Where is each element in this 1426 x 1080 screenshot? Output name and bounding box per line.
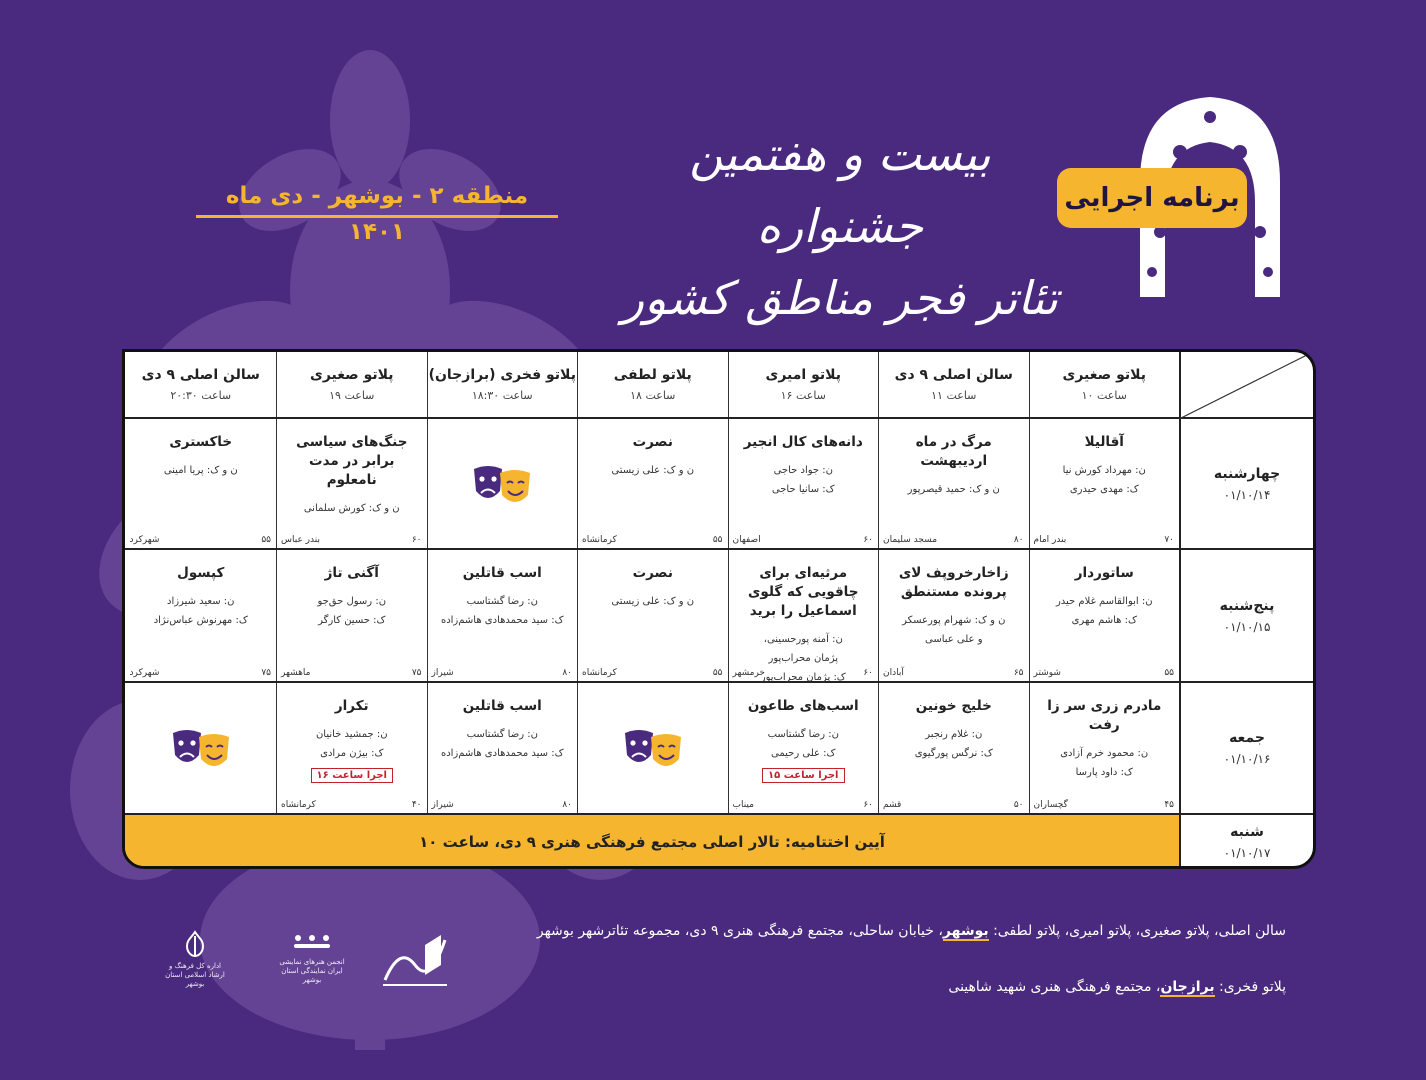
troupe-city: آبادان <box>883 668 904 678</box>
show-title: زاخارخروپف لای پرونده مستنطق <box>898 565 1009 600</box>
troupe-city: شیراز <box>431 800 454 810</box>
credits <box>317 591 386 629</box>
performance-cell <box>126 683 277 813</box>
credit-line: ن: محمود خرم آزادی <box>1060 748 1149 759</box>
venue-header <box>1029 352 1180 417</box>
troupe-city: ماهشهر <box>281 668 311 678</box>
logo-caption: اداره کل فرهنگ و ارشاد اسلامی استان بوشهر <box>165 962 225 988</box>
day-name: پنج‌شنبه <box>1219 597 1275 614</box>
venue-time: ساعت ۱۹ <box>329 389 375 402</box>
credit-line: پژمان محراب‌پور <box>768 653 839 664</box>
venue-time: ساعت ۱۱ <box>931 389 977 402</box>
credits <box>915 724 993 762</box>
address-prefix: سالن اصلی، پلاتو صغیری، پلاتو امیری، پلاتو لطفی: <box>993 923 1286 939</box>
festival-title-line2: تئاتر فجر مناطق کشور <box>621 271 1059 325</box>
credits <box>611 591 694 610</box>
performance-cell <box>427 550 578 681</box>
performance-cell <box>276 550 427 681</box>
credits <box>1060 743 1148 781</box>
duration-minutes: ۶۵ <box>1013 668 1024 678</box>
performance-time-note: اجرا ساعت ۱۶ <box>311 768 393 783</box>
venue-time: ساعت ۱۰ <box>1081 389 1127 402</box>
credits <box>441 724 564 762</box>
performance-cell <box>728 419 879 548</box>
duration-minutes: ۵۵ <box>712 535 723 545</box>
performance-cell <box>1029 419 1180 548</box>
credit-line: ک: علی رحیمی <box>771 748 836 759</box>
troupe-city: اصفهان <box>732 535 761 545</box>
credit-line: ک: مهدی حیدری <box>1069 484 1139 495</box>
festival-title-line1: بیست و هفتمین جشنواره <box>689 127 991 253</box>
credit-line: ک: داود پارسا <box>1075 767 1133 778</box>
day-label <box>1179 550 1313 681</box>
credits <box>316 724 388 762</box>
credits <box>441 591 564 629</box>
credit-line: ن و ک: علی زیستی <box>611 596 695 607</box>
performance-cell <box>276 419 427 548</box>
credit-line: ن: رضا گشتاسب <box>767 729 839 740</box>
credits <box>1056 591 1153 629</box>
credits <box>154 591 248 629</box>
closing-ceremony-row <box>125 815 1313 869</box>
address-line-borazjan <box>948 979 1286 995</box>
venue-name: پلاتو صغیری <box>1062 367 1146 383</box>
day-date: ۰۱/۱۰/۱۶ <box>1223 752 1271 766</box>
credits <box>611 460 694 479</box>
credit-line: ن: سعید شیرزاد <box>167 596 235 607</box>
program-badge: برنامه اجرایی <box>1057 168 1247 228</box>
region-subtitle: منطقه ۲ - بوشهر - دی ماه ۱۴۰۱ <box>196 178 558 218</box>
show-title: مرثیه‌ای برای چاقویی که گلوی اسماعیل را برید <box>748 565 859 619</box>
duration-minutes: ۷۵ <box>261 668 271 678</box>
venue-time: ساعت ۱۸ <box>630 389 676 402</box>
credits <box>908 479 1000 498</box>
show-title: نصرت <box>632 434 673 450</box>
duration-minutes: ۵۵ <box>712 668 723 678</box>
venue-name: پلاتو لطفی <box>613 367 692 383</box>
venue-time: ساعت ۱۸:۳۰ <box>471 389 533 402</box>
credits <box>304 498 400 517</box>
troupe-city: کرمانشاه <box>582 668 617 678</box>
troupe-city: بندر امام <box>1033 535 1067 545</box>
credit-line: ن: رسول حق‌جو <box>317 596 387 607</box>
venue-name: سالن اصلی ۹ دی <box>141 367 260 383</box>
credits <box>768 724 839 762</box>
troupe-city: کرمانشاه <box>281 800 316 810</box>
duration-minutes: ۶۰ <box>863 535 873 545</box>
troupe-city: شهرکرد <box>129 535 160 545</box>
theater-masks-icon <box>621 725 685 775</box>
address-suffix: ، مجتمع فرهنگی هنری شهید شاهینی <box>948 979 1161 995</box>
venue-header <box>878 352 1029 417</box>
venue-header-row <box>125 352 1313 419</box>
show-title: خاکستری <box>169 434 233 450</box>
credit-line: ک: هاشم مهری <box>1071 615 1137 626</box>
performance-cell <box>728 683 879 813</box>
day-name: جمعه <box>1229 730 1265 746</box>
credit-line: ن: غلام رنجبر <box>925 729 983 740</box>
venue-name: پلاتو فخری (برازجان) <box>428 367 576 383</box>
duration-minutes: ۷۵ <box>411 668 422 678</box>
address-city: بوشهر <box>942 923 989 939</box>
show-title: اسب قاتلین <box>462 565 542 581</box>
credit-line: ک: حسین کارگر <box>318 615 386 626</box>
address-prefix: پلاتو فخری: <box>1219 979 1286 995</box>
credit-line: ن: جواد حاجی <box>773 465 833 476</box>
credits <box>902 610 1005 648</box>
duration-minutes: ۸۰ <box>1013 535 1024 545</box>
troupe-city: شهرکرد <box>129 668 160 678</box>
day-row <box>125 550 1313 683</box>
credit-line: ن و ک: پریا امینی <box>163 465 238 476</box>
show-title: اسب‌های طاعون <box>747 698 859 714</box>
show-title: آگنی تاژ <box>324 565 379 581</box>
troupe-city: بندر عباس <box>281 535 320 545</box>
troupe-city: شیراز <box>431 668 454 678</box>
performance-cell <box>878 683 1029 813</box>
troupe-city: مسجد سلیمان <box>883 535 938 545</box>
performance-cell <box>577 419 728 548</box>
credit-line: ک: سید محمدهادی هاشم‌زاده <box>440 748 564 759</box>
venue-name: پلاتو صغیری <box>310 367 394 383</box>
show-title: نصرت <box>632 565 673 581</box>
credits <box>772 460 835 498</box>
duration-minutes: ۴۵ <box>1164 800 1174 810</box>
duration-minutes: ۶۰ <box>863 668 873 678</box>
performance-cell <box>1029 683 1180 813</box>
credit-line: ک: نرگس پورگیوی <box>914 748 993 759</box>
association-logo <box>272 932 352 985</box>
venue-header <box>126 352 277 417</box>
performance-cell <box>577 683 728 813</box>
theater-masks-icon <box>169 725 233 775</box>
day-row <box>125 419 1313 550</box>
performance-cell <box>126 550 277 681</box>
troupe-city: خرمشهر <box>732 668 765 678</box>
venue-header <box>427 352 578 417</box>
performance-cell <box>427 419 578 548</box>
venue-header <box>276 352 427 417</box>
show-title: اسب قاتلین <box>462 698 542 714</box>
day-label <box>1179 419 1313 548</box>
day-date: ۰۱/۱۰/۱۷ <box>1223 846 1271 860</box>
venue-time: ساعت ۱۶ <box>780 389 826 402</box>
performance-cell <box>878 550 1029 681</box>
day-name: چهارشنبه <box>1213 465 1281 482</box>
duration-minutes: ۵۵ <box>1164 668 1174 678</box>
festival-calligraphy-logo-icon <box>375 925 455 990</box>
theater-masks-icon <box>470 461 534 511</box>
performance-time-note: اجرا ساعت ۱۵ <box>762 768 844 783</box>
venue-header <box>728 352 879 417</box>
duration-minutes: ۶۰ <box>411 535 422 545</box>
venue-name: پلاتو امیری <box>765 367 842 383</box>
credit-line: ک: سید محمدهادی هاشم‌زاده <box>440 615 564 626</box>
show-title: آقالیلا <box>1084 434 1124 450</box>
festival-title <box>610 118 1070 325</box>
show-title: مرگ در ماه اردیبهشت <box>915 434 992 469</box>
credits <box>164 460 238 479</box>
day-date: ۰۱/۱۰/۱۵ <box>1223 619 1271 634</box>
address-city: برازجان <box>1160 979 1215 995</box>
performance-cell <box>1029 550 1180 681</box>
venue-name: سالن اصلی ۹ دی <box>894 367 1013 383</box>
credit-line: ن: ابوالقاسم غلام حیدر <box>1055 596 1153 607</box>
show-title: کپسول <box>177 565 225 581</box>
credit-line: ن و ک: علی زیستی <box>611 465 695 476</box>
day-label <box>1179 683 1313 813</box>
credits <box>1063 460 1146 498</box>
performance-cell <box>728 550 879 681</box>
show-title: خلیج خونین <box>915 698 992 714</box>
address-suffix: ، خیابان ساحلی، مجتمع فرهنگی هنری ۹ دی، مجموعه تئاترشهر بوشهر <box>536 923 943 939</box>
show-title: ساتوردار <box>1074 565 1134 581</box>
duration-minutes: ۸۰ <box>562 800 572 810</box>
credit-line: ن: آمنه پورحسینی، <box>763 634 843 645</box>
logo-caption: انجمن هنرهای نمایشی ایران نمایندگی استان بوشهر <box>279 958 345 984</box>
credit-line: ن و ک: حمید قیصرپور <box>907 484 1000 495</box>
emblem-logo <box>160 930 230 989</box>
duration-minutes: ۵۰ <box>1013 800 1024 810</box>
day-name: شنبه <box>1230 824 1264 840</box>
duration-minutes: ۸۰ <box>562 668 572 678</box>
credit-line: ک: بیژن مرادی <box>320 748 384 759</box>
venue-header <box>577 352 728 417</box>
credit-line: ن: رضا گشتاسب <box>466 729 538 740</box>
closing-day <box>1179 815 1313 869</box>
table-corner <box>1179 352 1313 417</box>
iran-emblem-icon <box>181 930 209 958</box>
association-mark-icon <box>292 932 332 954</box>
credit-line: ن: جمشید خانیان <box>315 729 388 740</box>
troupe-city: میناب <box>732 800 754 810</box>
closing-ceremony-text: آیین اختتامیه: تالار اصلی مجتمع فرهنگی هنری ۹ دی، ساعت ۱۰ <box>125 815 1179 869</box>
credit-line: ن و ک: کورش سلمانی <box>303 503 400 514</box>
troupe-city: قشم <box>883 800 902 810</box>
credit-line: ک: مهرنوش عباس‌نژاد <box>153 615 248 626</box>
duration-minutes: ۵۵ <box>261 535 271 545</box>
duration-minutes: ۷۰ <box>1164 535 1174 545</box>
duration-minutes: ۶۰ <box>863 800 873 810</box>
credit-line: ن: رضا گشتاسب <box>466 596 538 607</box>
credit-line: ن و ک: شهرام پورعسکر <box>902 615 1006 626</box>
performance-cell <box>878 419 1029 548</box>
performance-cell <box>126 419 277 548</box>
performance-cell <box>577 550 728 681</box>
venue-time: ساعت ۲۰:۳۰ <box>170 389 232 402</box>
troupe-city: کرمانشاه <box>582 535 617 545</box>
credit-line: ک: پژمان محراب‌پور <box>760 672 846 683</box>
credit-line: و علی عباسی <box>924 634 983 645</box>
show-title: تکرار <box>334 698 369 714</box>
schedule-table <box>122 349 1316 869</box>
performance-cell <box>427 683 578 813</box>
troupe-city: گچساران <box>1033 800 1068 810</box>
day-date: ۰۱/۱۰/۱۴ <box>1223 487 1271 502</box>
show-title: دانه‌های کال انجیر <box>743 434 863 450</box>
credit-line: ک: سانیا حاجی <box>771 484 835 495</box>
day-row <box>125 683 1313 815</box>
performance-cell <box>276 683 427 813</box>
duration-minutes: ۴۰ <box>411 800 422 810</box>
credits <box>761 629 846 686</box>
show-title: جنگ‌های سیاسی برابر در مدت نامعلوم <box>296 434 408 488</box>
credit-line: ن: مهرداد کورش نیا <box>1062 465 1146 476</box>
address-line-bushehr <box>537 923 1286 939</box>
troupe-city: شوشتر <box>1033 668 1061 678</box>
show-title: مادرم زری سر زا رفت <box>1047 698 1162 733</box>
diagonal-divider-icon <box>1179 352 1313 419</box>
